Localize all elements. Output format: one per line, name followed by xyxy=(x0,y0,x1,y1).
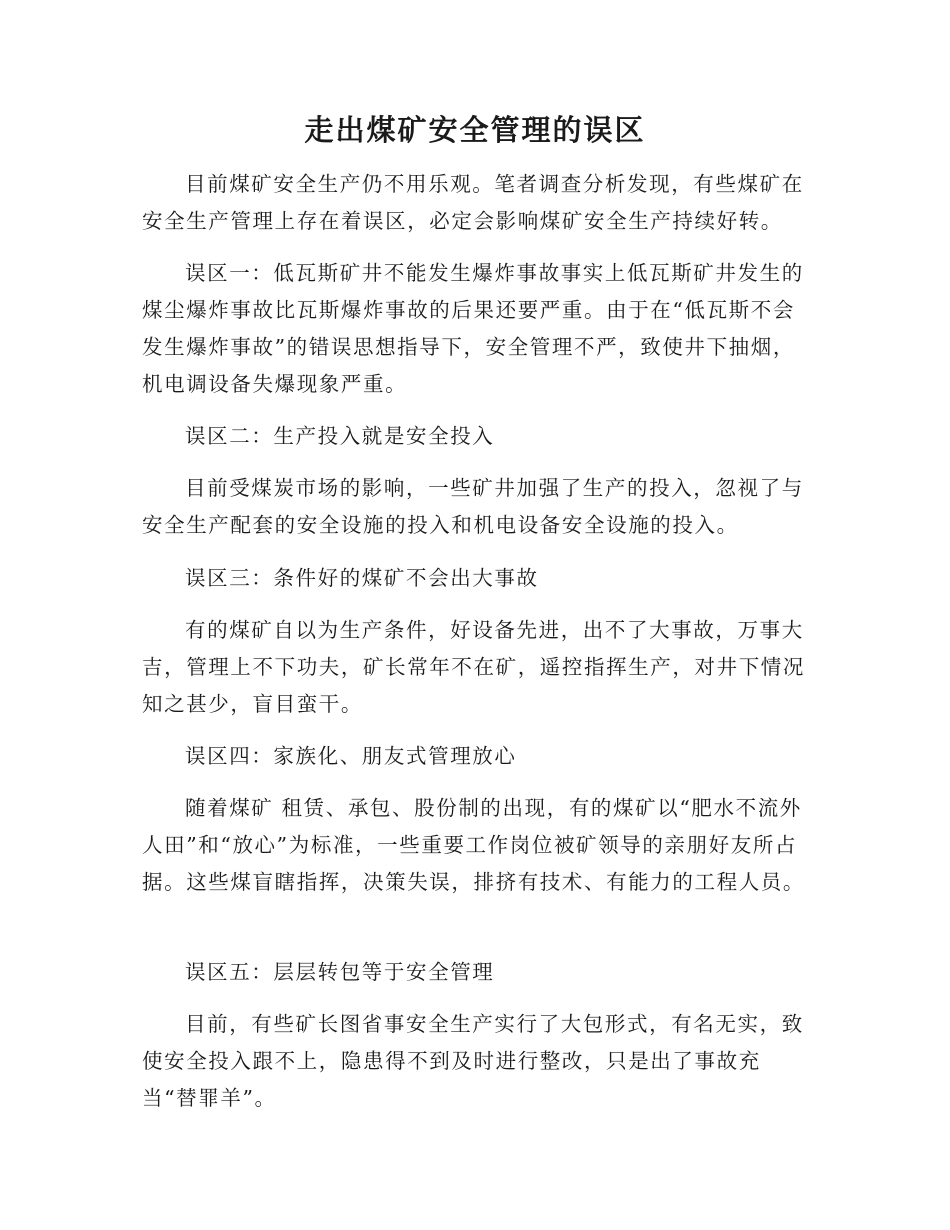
document-title: 走出煤矿安全管理的误区 xyxy=(304,113,646,147)
paragraph-misconception-4: 随着煤矿 租赁、承包、股份制的出现，有的煤矿以“肥水不流外人田”和“放心”为标准，一些重要工作岗位被矿领导的亲朋好友所占据。这些煤盲瞎指挥，决策失误，排挤有技术、有能力的工程人员。 xyxy=(142,796,805,894)
heading-misconception-2: 误区二：生产投入就是安全投入 xyxy=(185,424,495,448)
heading-misconception-3: 误区三：条件好的煤矿不会出大事故 xyxy=(185,566,539,590)
paragraph-intro: 目前煤矿安全生产仍不用乐观。笔者调查分析发现，有些煤矿在安全生产管理上存在着误区，必定会影响煤矿安全生产持续好转。 xyxy=(142,172,804,233)
heading-misconception-5: 误区五：层层转包等于安全管理 xyxy=(185,960,495,984)
paragraph-misconception-1: 误区一：低瓦斯矿井不能发生爆炸事故事实上低瓦斯矿井发生的煤尘爆炸事故比瓦斯爆炸事故的后果还要严重。由于在“低瓦斯不会发生爆炸事故”的错误思想指导下，安全管理不严，致使井下抽烟，机电调设备失爆现象严重。 xyxy=(142,261,804,396)
paragraph-misconception-3: 有的煤矿自以为生产条件，好设备先进，出不了大事故，万事大吉，管理上不下功夫，矿长常年不在矿，遥控指挥生产，对井下情况知之甚少，盲目蛮干。 xyxy=(142,618,805,716)
paragraph-misconception-5: 目前，有些矿长图省事安全生产实行了大包形式，有名无实，致使安全投入跟不上，隐患得不到及时进行整改，只是出了事故充当“替罪羊”。 xyxy=(142,1012,804,1110)
paragraph-misconception-2: 目前受煤炭市场的影响，一些矿井加强了生产的投入，忽视了与安全生产配套的安全设施的投入和机电设备安全设施的投入。 xyxy=(142,476,804,537)
heading-misconception-4: 误区四：家族化、朋友式管理放心 xyxy=(185,744,517,768)
